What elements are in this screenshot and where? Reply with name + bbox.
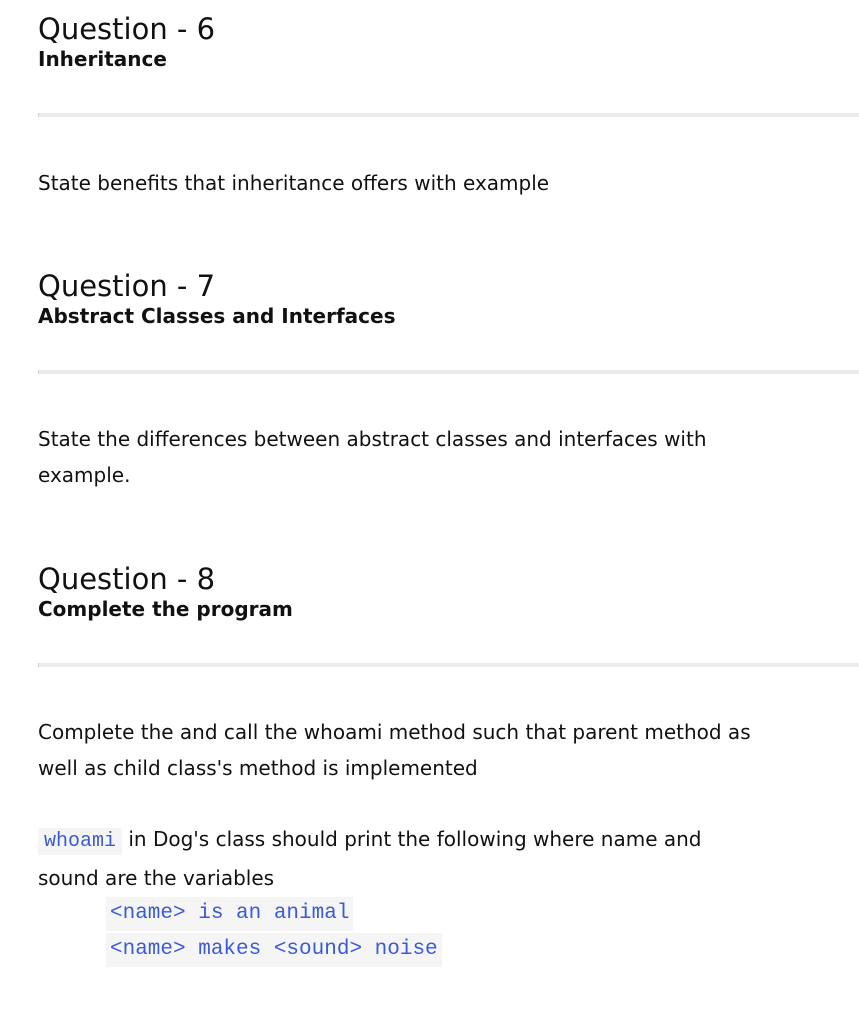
question-8-divider (38, 663, 859, 667)
code-line-2: <name> makes <sound> noise (106, 933, 442, 967)
question-6-title: Question - 6 (38, 12, 216, 46)
question-8-description-line-2: sound are the variables (38, 866, 275, 890)
question-7-subtitle: Abstract Classes and Interfaces (38, 304, 396, 328)
question-8-description (38, 821, 818, 896)
question-6-body: State benefits that inheritance offers with example (38, 171, 550, 195)
question-8-title: Question - 8 (38, 562, 216, 596)
question-7-body-line-2: example. (38, 463, 131, 487)
question-6-divider (38, 113, 859, 117)
question-6-subtitle: Inheritance (38, 47, 167, 71)
question-8-description-text: in Dog's class should print the following where name and (122, 827, 702, 851)
code-line-1: <name> is an animal (106, 897, 353, 931)
question-8-body-line-2: well as child class's method is implemented (38, 756, 478, 780)
question-8-body-line-1: Complete the and call the whoami method such that parent method as (38, 720, 751, 744)
whoami-inline-code: whoami (38, 828, 122, 855)
question-7-title: Question - 7 (38, 269, 216, 303)
question-8-description-line-1 (38, 821, 818, 860)
question-8-header (38, 562, 859, 622)
question-7-body-line-1: State the differences between abstract classes and interfaces with (38, 427, 707, 451)
question-8-body (38, 714, 818, 786)
question-7-divider (38, 370, 859, 374)
question-7-body (38, 421, 818, 493)
question-6-header (38, 12, 859, 72)
question-7-header (38, 269, 859, 329)
question-8-subtitle: Complete the program (38, 597, 293, 621)
